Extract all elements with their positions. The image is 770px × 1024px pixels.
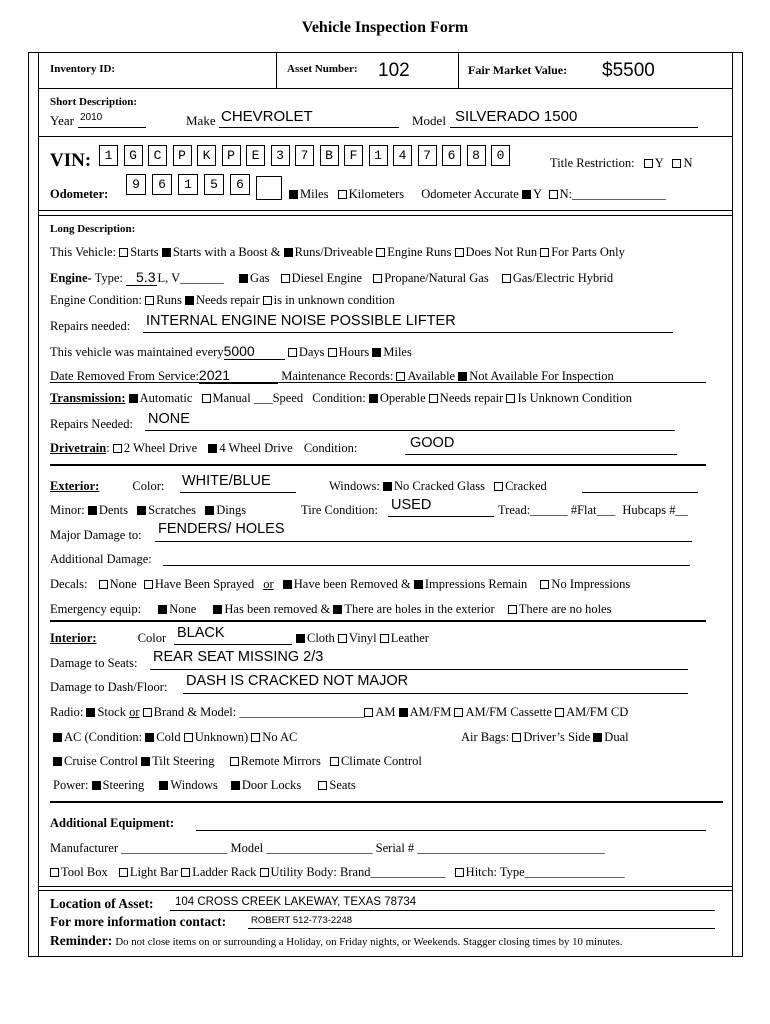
- cold-label: Cold: [156, 730, 181, 744]
- days-label: Days: [298, 345, 325, 359]
- no-holes-label: There are no holes: [518, 602, 612, 616]
- drivetrain-condition-label: Condition:: [303, 441, 358, 455]
- transmission-repairs-value: NONE: [148, 411, 190, 427]
- vinyl-label: Vinyl: [348, 631, 377, 645]
- unknown-condition-label: is in unknown condition: [273, 293, 395, 307]
- amfm-checkbox[interactable]: [399, 708, 408, 717]
- propane-checkbox[interactable]: [373, 274, 382, 283]
- major-damage-label: Major Damage to:: [50, 528, 142, 542]
- hybrid-checkbox[interactable]: [502, 274, 511, 283]
- this-vehicle-label: This Vehicle:: [50, 245, 117, 259]
- minor-label: Minor:: [50, 503, 85, 517]
- airbags-label: Air Bags:: [461, 730, 510, 744]
- dual-airbag-label: Dual: [604, 730, 629, 744]
- no-ac-label: No AC: [262, 730, 298, 744]
- diesel-label: Diesel Engine: [291, 271, 363, 285]
- leather-checkbox[interactable]: [380, 634, 389, 643]
- cracked-label: Cracked: [505, 479, 547, 493]
- starts-label: Starts: [130, 245, 159, 259]
- amfm-cassette-label: AM/FM Cassette: [465, 705, 552, 719]
- model-label: Model: [412, 113, 446, 128]
- additional-equipment-label: Additional Equipment:: [50, 816, 174, 830]
- utility-body-label: Utility Body: Brand____________: [270, 865, 446, 879]
- odometer-digit-box: 6: [230, 174, 250, 195]
- contact-value: ROBERT 512-773-2248: [251, 915, 353, 926]
- hours-label: Hours: [338, 345, 370, 359]
- kilometers-checkbox[interactable]: [338, 190, 347, 199]
- year-value: 2010: [80, 112, 103, 123]
- odometer-digit-box: 9: [126, 174, 146, 195]
- sprayed-label: Have Been Sprayed: [154, 577, 255, 591]
- date-removed-label: Date Removed From Service:: [50, 369, 199, 383]
- propane-label: Propane/Natural Gas: [384, 271, 489, 285]
- vin-char-box: C: [148, 145, 167, 166]
- make-label: Make: [186, 113, 216, 128]
- odometer-digit-box: [256, 176, 282, 200]
- vin-char-box: P: [222, 145, 241, 166]
- hybrid-label: Gas/Electric Hybrid: [512, 271, 614, 285]
- maintenance-records-label: Maintenance Records:: [281, 369, 394, 383]
- repairs-needed-value: INTERNAL ENGINE NOISE POSSIBLE LIFTER: [146, 313, 456, 329]
- records-not-available-label: Not Available For Inspection: [469, 369, 614, 383]
- interior-color-label: Color: [137, 631, 167, 645]
- power-seats-checkbox[interactable]: [318, 781, 327, 790]
- reminder-text: Do not close items on or surrounding a Holiday, on Friday nights, or Weekends. Stagger closing times by 10 minutes.: [115, 936, 623, 948]
- vin-char-box: K: [197, 145, 216, 166]
- runs-driveable-checkbox[interactable]: [284, 248, 293, 257]
- dents-label: Dents: [98, 503, 129, 517]
- reminder-label: Reminder:: [50, 933, 113, 948]
- maintained-label: This vehicle was maintained every: [50, 345, 224, 359]
- inventory-id-label: Inventory ID:: [50, 63, 116, 75]
- flat-label: #Flat___: [570, 503, 616, 517]
- manual-label: Manual: [212, 391, 251, 405]
- stock-radio-checkbox[interactable]: [86, 708, 95, 717]
- model-value: SILVERADO 1500: [455, 108, 578, 125]
- ac-unknown-label: Unknown): [194, 730, 249, 744]
- kilometers-label: Kilometers: [348, 187, 405, 201]
- remote-mirrors-label: Remote Mirrors: [240, 754, 321, 768]
- interior-label: Interior:: [50, 631, 97, 645]
- decals-or-label: or: [263, 577, 274, 591]
- tool-box-label: Tool Box: [61, 865, 108, 879]
- dual-airbag-checkbox[interactable]: [593, 733, 602, 742]
- emergency-removed-checkbox[interactable]: [213, 605, 222, 614]
- impressions-checkbox[interactable]: [414, 580, 423, 589]
- asset-number-label: Asset Number:: [287, 63, 358, 75]
- records-available-label: Available: [407, 369, 456, 383]
- engine-size-value: 5.3: [126, 269, 157, 286]
- seat-damage-label: Damage to Seats:: [50, 656, 138, 670]
- amfm-cd-checkbox[interactable]: [555, 708, 564, 717]
- operable-checkbox[interactable]: [369, 394, 378, 403]
- vin-char-box: G: [124, 145, 143, 166]
- holes-checkbox[interactable]: [333, 605, 342, 614]
- fair-market-value: $5500: [602, 60, 655, 81]
- dash-damage-label: Damage to Dash/Floor:: [50, 680, 168, 694]
- odometer-accurate-y-checkbox[interactable]: [522, 190, 531, 199]
- manual-checkbox[interactable]: [202, 394, 211, 403]
- contact-label: For more information contact:: [50, 914, 227, 929]
- transmission-needs-repair-checkbox[interactable]: [429, 394, 438, 403]
- odometer-accurate-n-label: N:_______________: [559, 187, 666, 201]
- transmission-unknown-checkbox[interactable]: [506, 394, 515, 403]
- ac-label: AC (Condition:: [64, 730, 143, 744]
- does-not-run-label: Does Not Run: [465, 245, 538, 259]
- sprayed-checkbox[interactable]: [144, 580, 153, 589]
- runs-label: Runs: [156, 293, 182, 307]
- amfm-cassette-checkbox[interactable]: [454, 708, 463, 717]
- am-label: AM: [375, 705, 396, 719]
- for-parts-checkbox[interactable]: [540, 248, 549, 257]
- interior-color-value: BLACK: [177, 625, 225, 641]
- tilt-steering-label: Tilt Steering: [152, 754, 215, 768]
- title-restriction-n-checkbox[interactable]: [672, 159, 681, 168]
- runs-checkbox[interactable]: [145, 296, 154, 305]
- cruise-control-checkbox[interactable]: [53, 757, 62, 766]
- odometer-digit-box: 1: [178, 174, 198, 195]
- maintained-value: 5000: [224, 343, 285, 360]
- power-seats-label: Seats: [329, 778, 356, 792]
- ladder-rack-label: Ladder Rack: [192, 865, 257, 879]
- odometer-accurate-y-label: Y: [532, 187, 542, 201]
- vin-char-box: 4: [393, 145, 412, 166]
- automatic-label: Automatic: [139, 391, 193, 405]
- ac-unknown-checkbox[interactable]: [184, 733, 193, 742]
- climate-control-label: Climate Control: [340, 754, 422, 768]
- cruise-control-label: Cruise Control: [64, 754, 138, 768]
- decals-none-checkbox[interactable]: [99, 580, 108, 589]
- repairs-needed-label: Repairs needed:: [50, 319, 131, 333]
- dents-checkbox[interactable]: [88, 506, 97, 515]
- gas-label: Gas: [250, 271, 270, 285]
- engine-type-label: Type:: [94, 271, 123, 285]
- four-wheel-checkbox[interactable]: [208, 444, 217, 453]
- exterior-label: Exterior:: [50, 479, 100, 493]
- long-description-label: Long Description:: [50, 223, 136, 235]
- amfm-label: AM/FM: [409, 705, 452, 719]
- scratches-checkbox[interactable]: [137, 506, 146, 515]
- cloth-checkbox[interactable]: [296, 634, 305, 643]
- power-windows-label: Windows: [170, 778, 218, 792]
- am-checkbox[interactable]: [364, 708, 373, 717]
- title-restriction-n-label: N: [683, 156, 693, 170]
- starts-checkbox[interactable]: [119, 248, 128, 257]
- vin-char-box: 1: [99, 145, 118, 166]
- emergency-removed-label: Has been removed &: [224, 602, 331, 616]
- two-wheel-label: 2 Wheel Drive: [123, 441, 198, 455]
- light-bar-checkbox[interactable]: [119, 868, 128, 877]
- drivers-side-checkbox[interactable]: [512, 733, 521, 742]
- cracked-checkbox[interactable]: [494, 482, 503, 491]
- vin-char-box: B: [320, 145, 339, 166]
- climate-control-checkbox[interactable]: [330, 757, 339, 766]
- power-windows-checkbox[interactable]: [159, 781, 168, 790]
- title-restriction-label: Title Restriction:: [550, 156, 635, 170]
- brand-model-label: Brand & Model: ____________________: [153, 705, 365, 719]
- power-steering-checkbox[interactable]: [92, 781, 101, 790]
- vin-char-box: 0: [491, 145, 510, 166]
- odometer-digit-box: 5: [204, 174, 224, 195]
- miles-interval-checkbox[interactable]: [372, 348, 381, 357]
- decals-label: Decals:: [50, 577, 88, 591]
- vin-char-box: 6: [442, 145, 461, 166]
- short-description-label: Short Description:: [50, 96, 138, 108]
- transmission-unknown-label: Is Unknown Condition: [517, 391, 633, 405]
- fair-market-label: Fair Market Value:: [468, 63, 568, 77]
- engine-runs-checkbox[interactable]: [376, 248, 385, 257]
- diesel-checkbox[interactable]: [281, 274, 290, 283]
- odometer-label: Odometer: [50, 187, 105, 201]
- title-restriction-y-label: Y: [654, 156, 664, 170]
- windows-label: Windows:: [329, 479, 380, 493]
- ac-checkbox[interactable]: [53, 733, 62, 742]
- decals-none-label: None: [109, 577, 137, 591]
- year-label: Year: [50, 113, 74, 128]
- odometer-accurate-label: Odometer Accurate: [421, 187, 519, 201]
- unknown-condition-checkbox[interactable]: [263, 296, 272, 305]
- engine-condition-label: Engine Condition:: [50, 293, 143, 307]
- impressions-label: Impressions Remain: [424, 577, 528, 591]
- tread-label: Tread:______: [498, 503, 568, 517]
- records-available-checkbox[interactable]: [396, 372, 405, 381]
- hubcaps-label: Hubcaps #__: [622, 503, 689, 517]
- vinyl-checkbox[interactable]: [338, 634, 347, 643]
- engine-lv-label: L, V_______: [157, 271, 224, 285]
- vin-char-box: E: [246, 145, 265, 166]
- door-locks-checkbox[interactable]: [231, 781, 240, 790]
- amfm-cd-label: AM/FM CD: [566, 705, 629, 719]
- transmission-condition-label: Condition:: [312, 391, 366, 405]
- automatic-checkbox[interactable]: [129, 394, 138, 403]
- vin-char-box: F: [344, 145, 363, 166]
- tilt-steering-checkbox[interactable]: [141, 757, 150, 766]
- power-label: Power:: [53, 778, 89, 792]
- gas-checkbox[interactable]: [239, 274, 248, 283]
- hours-checkbox[interactable]: [328, 348, 337, 357]
- no-holes-checkbox[interactable]: [508, 605, 517, 614]
- dings-checkbox[interactable]: [205, 506, 214, 515]
- power-steering-label: Steering: [102, 778, 145, 792]
- location-label: Location of Asset:: [50, 896, 154, 911]
- vin-label: VIN:: [50, 150, 92, 171]
- utility-body-checkbox[interactable]: [260, 868, 269, 877]
- four-wheel-label: 4 Wheel Drive: [219, 441, 293, 455]
- starts-boost-checkbox[interactable]: [162, 248, 171, 257]
- emergency-none-label: None: [169, 602, 197, 616]
- leather-label: Leather: [390, 631, 429, 645]
- odometer-accurate-n-checkbox[interactable]: [549, 190, 558, 199]
- engine-label: Engine-: [50, 271, 92, 285]
- scratches-label: Scratches: [148, 503, 197, 517]
- additional-damage-label: Additional Damage:: [50, 552, 152, 566]
- asset-number-value: 102: [378, 60, 410, 81]
- light-bar-label: Light Bar: [129, 865, 179, 879]
- miles-label: Miles: [300, 187, 329, 201]
- cloth-label: Cloth: [307, 631, 335, 645]
- two-wheel-checkbox[interactable]: [113, 444, 122, 453]
- needs-repair-checkbox[interactable]: [185, 296, 194, 305]
- date-removed-value: 2021: [199, 367, 278, 384]
- for-parts-label: For Parts Only: [551, 245, 625, 259]
- make-value: CHEVROLET: [221, 108, 313, 125]
- no-cracked-glass-checkbox[interactable]: [383, 482, 392, 491]
- vin-char-box: 8: [467, 145, 486, 166]
- location-value: 104 CROSS CREEK LAKEWAY, TEXAS 78734: [175, 896, 417, 908]
- vin-char-box: 1: [369, 145, 388, 166]
- drivetrain-condition-value: GOOD: [410, 435, 455, 451]
- transmission-label: Transmission:: [50, 391, 126, 405]
- no-ac-checkbox[interactable]: [251, 733, 260, 742]
- stock-radio-label: Stock: [97, 705, 126, 719]
- brand-model-checkbox[interactable]: [143, 708, 152, 717]
- decals-removed-label: Have been Removed &: [293, 577, 411, 591]
- ladder-rack-checkbox[interactable]: [181, 868, 190, 877]
- tire-condition-label: Tire Condition:: [301, 503, 378, 517]
- speed-label: ___Speed: [253, 391, 304, 405]
- transmission-needs-repair-label: Needs repair: [439, 391, 504, 405]
- radio-or-label: or: [129, 705, 140, 719]
- dings-label: Dings: [216, 503, 247, 517]
- days-checkbox[interactable]: [288, 348, 297, 357]
- emergency-none-checkbox[interactable]: [158, 605, 167, 614]
- cold-checkbox[interactable]: [145, 733, 154, 742]
- does-not-run-checkbox[interactable]: [455, 248, 464, 257]
- odometer-digit-box: 6: [152, 174, 172, 195]
- remote-mirrors-checkbox[interactable]: [230, 757, 239, 766]
- vin-char-box: 7: [418, 145, 437, 166]
- miles-interval-label: Miles: [383, 345, 412, 359]
- seat-damage-value: REAR SEAT MISSING 2/3: [153, 649, 324, 665]
- title-restriction-y-checkbox[interactable]: [644, 159, 653, 168]
- major-damage-value: FENDERS/ HOLES: [158, 521, 285, 537]
- door-locks-label: Door Locks: [241, 778, 302, 792]
- holes-label: There are holes in the exterior: [344, 602, 495, 616]
- dash-damage-value: DASH IS CRACKED NOT MAJOR: [186, 673, 409, 689]
- no-impressions-checkbox[interactable]: [540, 580, 549, 589]
- runs-driveable-label: Runs/Driveable: [294, 245, 374, 259]
- starts-boost-label: Starts with a Boost &: [172, 245, 281, 259]
- records-not-available-checkbox[interactable]: [458, 372, 467, 381]
- vin-char-box: P: [173, 145, 192, 166]
- vin-char-box: 7: [295, 145, 314, 166]
- transmission-repairs-label: Repairs Needed:: [50, 417, 133, 431]
- drivers-side-label: Driver’s Side: [523, 730, 591, 744]
- hitch-label: Hitch: Type________________: [465, 865, 625, 879]
- emergency-equip-label: Emergency equip:: [50, 602, 142, 616]
- vin-char-box: 3: [271, 145, 290, 166]
- exterior-color-label: Color:: [132, 479, 165, 493]
- tool-box-checkbox[interactable]: [50, 868, 59, 877]
- miles-checkbox[interactable]: [289, 190, 298, 199]
- form-title: Vehicle Inspection Form: [301, 19, 469, 36]
- drivetrain-label: Drivetrain: [50, 441, 107, 455]
- exterior-color-value: WHITE/BLUE: [182, 473, 271, 489]
- tire-condition-value: USED: [391, 497, 432, 513]
- manufacturer-line: Manufacturer _________________ Model _________________ Serial # ______________________________: [50, 841, 605, 855]
- engine-runs-label: Engine Runs: [387, 245, 452, 259]
- needs-repair-label: Needs repair: [195, 293, 260, 307]
- hitch-checkbox[interactable]: [455, 868, 464, 877]
- operable-label: Operable: [379, 391, 426, 405]
- no-impressions-label: No Impressions: [551, 577, 631, 591]
- radio-label: Radio:: [50, 705, 84, 719]
- no-cracked-glass-label: No Cracked Glass: [394, 479, 485, 493]
- decals-removed-checkbox[interactable]: [283, 580, 292, 589]
